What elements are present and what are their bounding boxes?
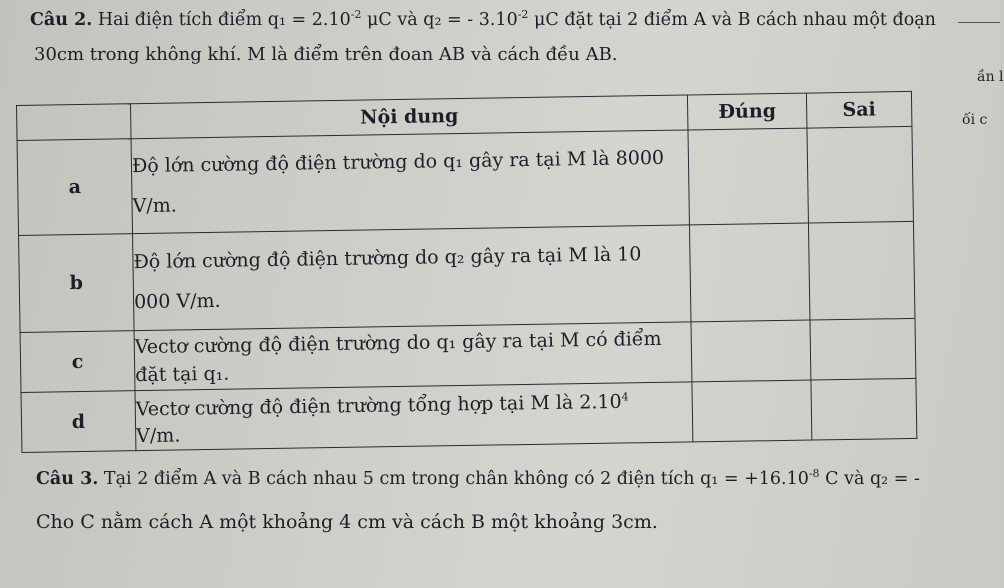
row-label: b — [19, 234, 135, 333]
row-content: Độ lớn cường độ điện trường do q₂ gây ra tại M là 10 000 V/m. — [133, 225, 691, 331]
true-false-table — [16, 91, 917, 453]
margin-rule — [958, 22, 1000, 23]
margin-fragment-1: ần l — [977, 69, 1004, 85]
header-true: Đúng — [687, 93, 807, 130]
header-content: Nội dung — [130, 95, 687, 139]
question-3-line-2: Cho C nằm cách A một khoảng 4 cm và cách B một khoảng 3cm. — [36, 511, 658, 533]
table-row — [19, 221, 915, 332]
table-row — [17, 126, 913, 235]
question-2-label: Câu 2. — [30, 9, 93, 30]
answer-true-cell[interactable] — [689, 223, 810, 322]
row-content: Vectơ cường độ điện trường tổng hợp tại M là 2.10$^4$ V/m. — [135, 382, 693, 451]
margin-fragment-2: ối c — [962, 112, 988, 128]
row-label: d — [21, 391, 136, 453]
row-label: a — [17, 139, 132, 236]
answer-true-cell[interactable] — [692, 380, 812, 442]
answer-true-cell[interactable] — [691, 320, 811, 382]
question-2-line-2: 30cm trong không khí. M là điểm trên đoan AB và cách đều AB. — [34, 44, 618, 65]
header-false: Sai — [806, 91, 912, 128]
answer-false-cell[interactable] — [807, 126, 913, 223]
row-label: c — [20, 331, 135, 393]
table-row — [21, 378, 917, 452]
question-3-label: Câu 3. — [36, 468, 99, 489]
question-3-line-1: Câu 3. Tại 2 điểm A và B cách nhau 5 cm trong chân không có 2 điện tích $q_1 = +16.10^{-8}$ C và q₂ = - — [36, 467, 920, 489]
answer-false-cell[interactable] — [811, 378, 917, 440]
question-2-line-1: Câu 2. Hai điện tích điểm $q_1 = 2.10^{-2}$ μC và q₂ = - $3.10^{-2}$ μC đặt tại 2 điểm A và B cách nhau một đoạn — [30, 8, 936, 30]
row-content: Độ lớn cường độ điện trường do q₁ gây ra tại M là 8000 V/m. — [131, 130, 689, 234]
answer-false-cell[interactable] — [810, 318, 916, 380]
answer-true-cell[interactable] — [688, 128, 808, 225]
row-content: Vectơ cường độ điện trường do q₁ gây ra tại M có điểm đặt tại q₁. — [134, 322, 692, 391]
header-blank — [17, 104, 132, 141]
answer-false-cell[interactable] — [808, 221, 915, 320]
